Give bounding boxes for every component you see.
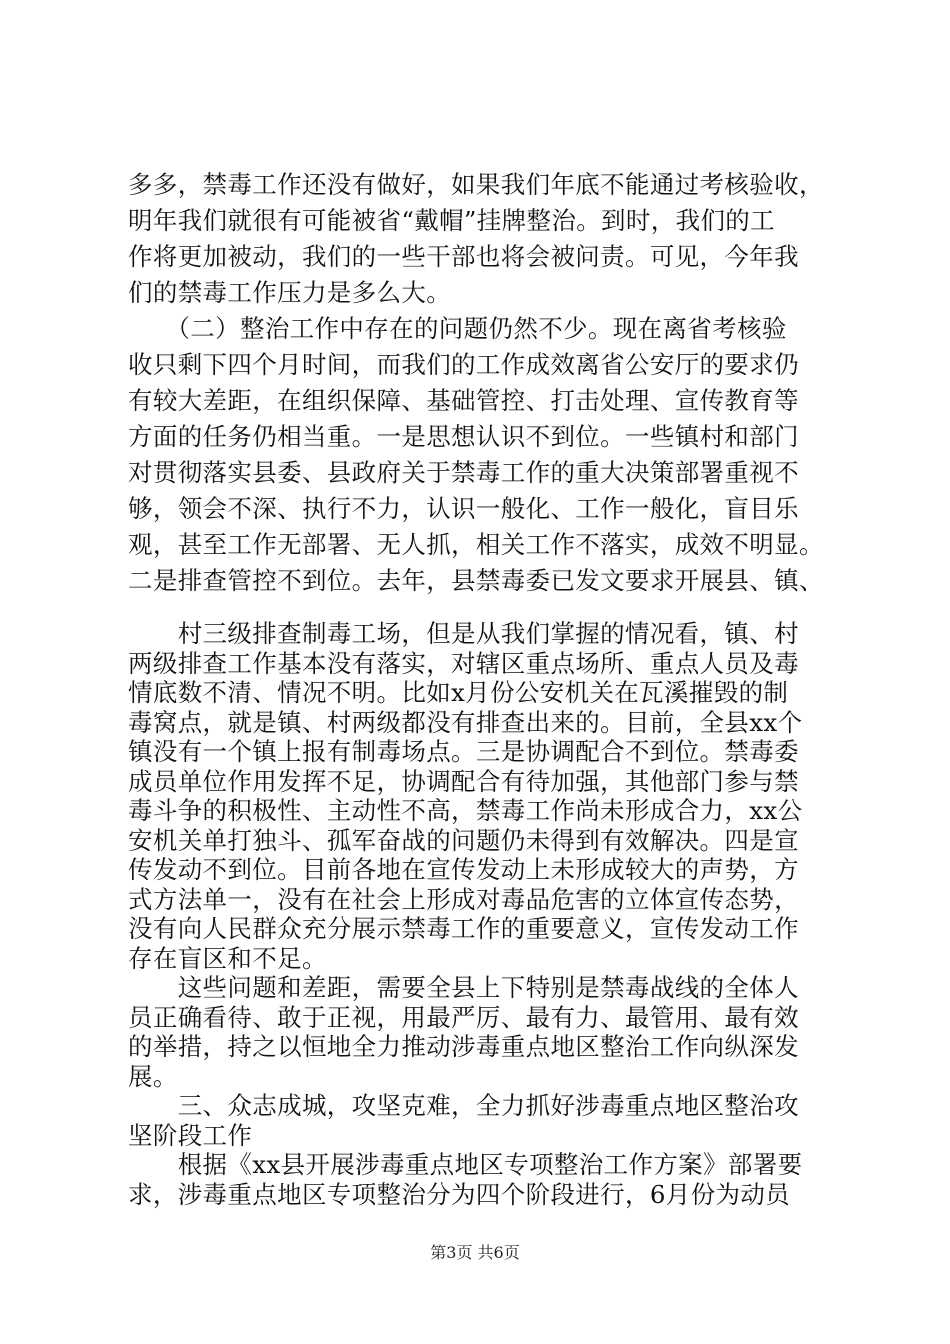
body-text-line: 成员单位作用发挥不足，协调配合有待加强，其他部门参与禁 xyxy=(128,767,799,796)
body-text-line: 多多，禁毒工作还没有做好，如果我们年底不能通过考核验收， xyxy=(128,170,824,199)
body-text-line: （二）整治工作中存在的问题仍然不少。现在离省考核验 xyxy=(128,314,787,343)
body-text-line: 安机关单打独斗、孤军奋战的问题仍未得到有效解决。四是宣 xyxy=(128,826,799,855)
body-text-line: 员正确看待、敢于正视，用最严厉、最有力、最管用、最有效 xyxy=(128,1003,799,1032)
section-heading-line: 坚阶段工作 xyxy=(128,1121,253,1150)
body-text-line: 方面的任务仍相当重。一是思想认识不到位。一些镇村和部门 xyxy=(128,422,799,451)
body-text-line: 有较大差距，在组织保障、基础管控、打击处理、宣传教育等 xyxy=(128,386,799,415)
page-footer: 第3页 共6页 xyxy=(430,1243,520,1262)
body-text-line: 这些问题和差距，需要全县上下特别是禁毒战线的全体人 xyxy=(128,973,799,1002)
body-text-line: 收只剩下四个月时间，而我们的工作成效离省公安厅的要求仍 xyxy=(128,350,799,379)
body-text-line: 存在盲区和不足。 xyxy=(128,944,327,973)
body-text-line: 两级排查工作基本没有落实，对辖区重点场所、重点人员及毒 xyxy=(128,649,799,678)
body-text-line: 毒斗争的积极性、主动性不高，禁毒工作尚未形成合力，xx公 xyxy=(128,796,803,825)
body-text-line: 毒窝点，就是镇、村两级都没有排查出来的。目前，全县xx个 xyxy=(128,708,803,737)
body-text-line: 展。 xyxy=(128,1062,178,1091)
body-text-line: 情底数不清、情况不明。比如x月份公安机关在瓦溪摧毁的制 xyxy=(128,678,789,707)
body-text-line: 对贯彻落实县委、县政府关于禁毒工作的重大决策部署重视不 xyxy=(128,458,799,487)
body-text-line: 们的禁毒工作压力是多么大。 xyxy=(128,278,452,307)
body-text-line: 求，涉毒重点地区专项整治分为四个阶段进行，6月份为动员 xyxy=(128,1180,791,1209)
body-text-line: 没有向人民群众充分展示禁毒工作的重要意义，宣传发动工作 xyxy=(128,914,799,943)
body-text-line: 村三级排查制毒工场，但是从我们掌握的情况看，镇、村 xyxy=(128,619,799,648)
body-text-line: 镇没有一个镇上报有制毒场点。三是协调配合不到位。禁毒委 xyxy=(128,737,799,766)
body-text-line: 作将更加被动，我们的一些干部也将会被问责。可见，今年我 xyxy=(128,242,799,271)
body-text-line: 观，甚至工作无部署、无人抓，相关工作不落实，成效不明显。 xyxy=(128,530,824,559)
body-text-line: 传发动不到位。目前各地在宣传发动上未形成较大的声势，方 xyxy=(128,855,799,884)
section-heading-line: 三、众志成城，攻坚克难，全力抓好涉毒重点地区整治攻 xyxy=(128,1091,799,1120)
body-text-line: 式方法单一，没有在社会上形成对毒品危害的立体宣传态势， xyxy=(128,885,799,914)
body-text-line: 明年我们就很有可能被省“戴帽”挂牌整治。到时，我们的工 xyxy=(128,206,775,235)
body-text-line: 的举措，持之以恒地全力推动涉毒重点地区整治工作向纵深发 xyxy=(128,1032,799,1061)
body-text-line: 二是排查管控不到位。去年，县禁毒委已发文要求开展县、镇、 xyxy=(128,566,824,595)
body-text-line: 够，领会不深、执行不力，认识一般化、工作一般化，盲目乐 xyxy=(128,494,799,523)
body-text-line: 根据《xx县开展涉毒重点地区专项整治工作方案》部署要 xyxy=(128,1150,803,1179)
